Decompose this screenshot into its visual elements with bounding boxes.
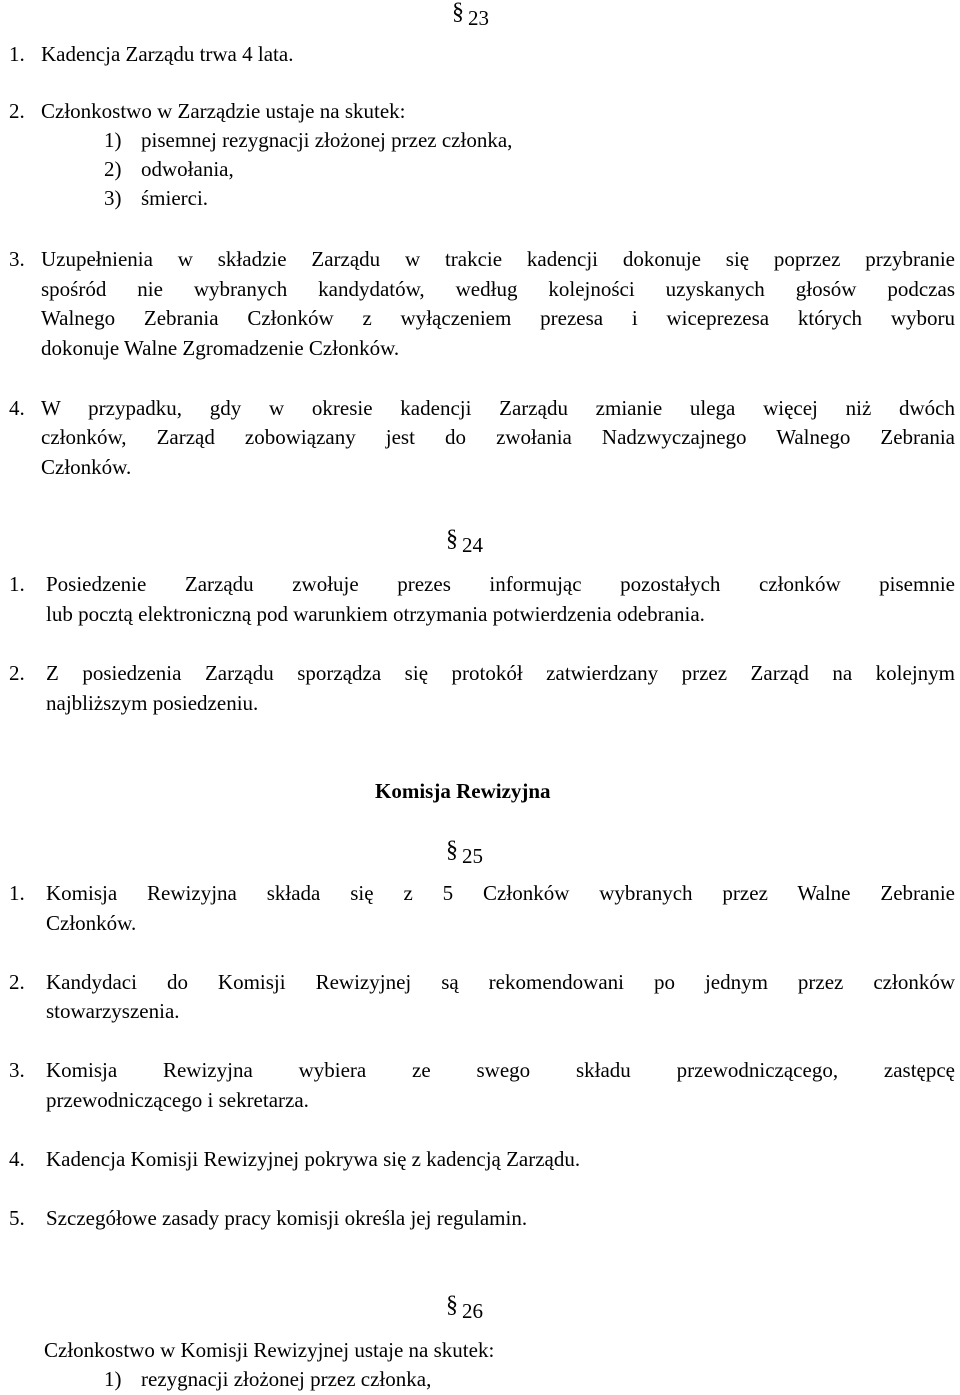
subitem-number: 1): [104, 128, 122, 152]
item-line: Z posiedzenia Zarządu sporządza się protokół zatwierdzany przez Zarząd na kolejnym: [46, 661, 955, 685]
section-heading-26: [446, 1291, 483, 1327]
item-line: Uzupełnienia w składzie Zarządu w trakcie kadencji dokonuje się poprzez przybranie: [41, 247, 955, 271]
subitem-text: pisemnej rezygnacji złożonej przez członka,: [141, 128, 513, 152]
subitem-text: rezygnacji złożonej przez członka,: [141, 1367, 432, 1391]
item-text: Kadencja Komisji Rewizyjnej pokrywa się z kadencją Zarządu.: [46, 1147, 581, 1171]
item-line: stowarzyszenia.: [46, 999, 180, 1023]
item-line: członków, Zarząd zobowiązany jest do zwołania Nadzwyczajnego Walnego Zebrania: [41, 425, 955, 449]
item-text: Szczegółowe zasady pracy komisji określa jej regulamin.: [46, 1206, 528, 1230]
section-heading-25: [446, 836, 483, 872]
section-number: 25: [462, 844, 483, 868]
item-line: Posiedzenie Zarządu zwołuje prezes informując pozostałych członków pisemnie: [46, 572, 955, 596]
item-line: spośród nie wybranych kandydatów, według kolejności uzyskanych głosów podczas: [41, 277, 955, 301]
subitem-text: śmierci.: [141, 186, 209, 210]
item-line: W przypadku, gdy w okresie kadencji Zarządu zmianie ulega więcej niż dwóch: [41, 396, 955, 420]
section-number: 26: [462, 1299, 483, 1323]
item-line: Kandydaci do Komisji Rewizyjnej są rekomendowani po jednym przez członków: [46, 970, 955, 994]
section-heading-23: [452, 0, 489, 34]
item-number: 2.: [9, 661, 25, 685]
subitem-number: 2): [104, 157, 122, 181]
item-number: 2.: [9, 99, 25, 123]
item-line: Członków.: [41, 455, 132, 479]
item-number: 3.: [9, 1058, 25, 1082]
paragraph-intro: Członkostwo w Komisji Rewizyjnej ustaje na skutek:: [44, 1338, 495, 1362]
chapter-heading: Komisja Rewizyjna: [375, 779, 551, 803]
item-text: Kadencja Zarządu trwa 4 lata.: [41, 42, 294, 66]
item-line: przewodniczącego i sekretarza.: [46, 1088, 309, 1112]
item-number: 4.: [9, 1147, 25, 1171]
item-line: najbliższym posiedzeniu.: [46, 691, 259, 715]
section-number: 23: [468, 6, 489, 30]
item-line: Komisja Rewizyjna składa się z 5 Członków wybranych przez Walne Zebranie: [46, 881, 955, 905]
subitem-number: 1): [104, 1367, 122, 1391]
item-number: 2.: [9, 970, 25, 994]
item-line: Członków.: [46, 911, 137, 935]
section-symbol: §: [446, 837, 458, 863]
item-line: dokonuje Walne Zgromadzenie Członków.: [41, 336, 400, 360]
item-number: 5.: [9, 1206, 25, 1230]
item-line: Komisja Rewizyjna wybiera ze swego składu przewodniczącego, zastępcę: [46, 1058, 955, 1082]
item-number: 3.: [9, 247, 25, 271]
section-symbol: §: [446, 1292, 458, 1318]
subitem-text: odwołania,: [141, 157, 234, 181]
item-text: Członkostwo w Zarządzie ustaje na skutek:: [41, 99, 406, 123]
section-symbol: §: [452, 0, 464, 25]
subitem-number: 3): [104, 186, 122, 210]
item-number: 4.: [9, 396, 25, 420]
item-number: 1.: [9, 572, 25, 596]
item-line: lub pocztą elektroniczną pod warunkiem otrzymania potwierdzenia odebrania.: [46, 602, 705, 626]
item-number: 1.: [9, 881, 25, 905]
item-line: Walnego Zebrania Członków z wyłączeniem prezesa i wiceprezesa których wyboru: [41, 306, 955, 330]
section-heading-24: [446, 525, 483, 561]
item-number: 1.: [9, 42, 25, 66]
section-number: 24: [462, 533, 483, 557]
section-symbol: §: [446, 526, 458, 552]
